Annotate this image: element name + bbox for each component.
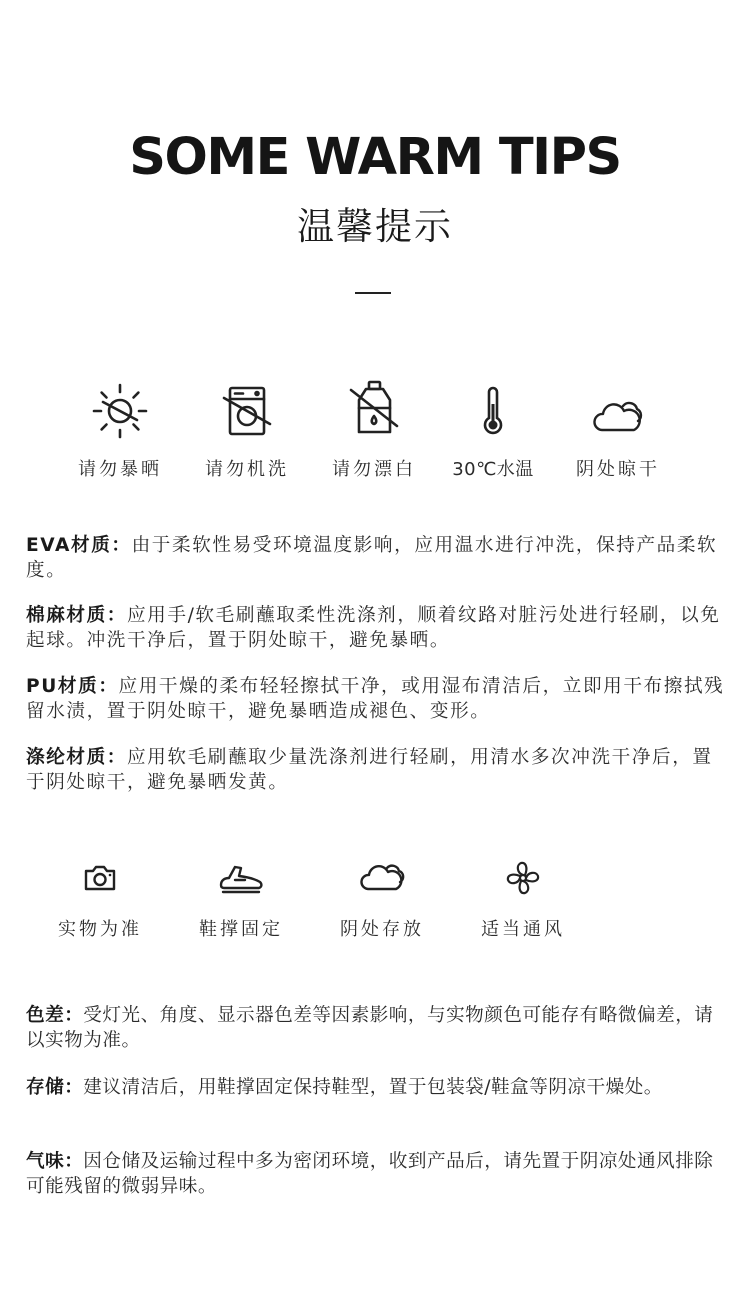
note-storage <box>26 1076 726 1101</box>
note-odor-text: 因仓储及运输过程中多为密闭环境，收到产品后，请先置于阴凉处通风排除可能残留的微弱异味。 <box>26 1151 714 1197</box>
storage-item-real-object <box>30 858 170 940</box>
no-sun-icon <box>87 378 153 444</box>
cloud-icon <box>358 856 406 898</box>
cloud-icon <box>588 386 648 446</box>
storage-item-ventilation <box>453 858 593 940</box>
note-color-difference-text: 受灯光、角度、显示器色差等因素影响，与实物颜色可能存有略微偏差，请以实物为准。 <box>26 1005 714 1051</box>
care-label-no-sun: 请勿暴晒 <box>78 459 162 480</box>
note-color-difference <box>26 1004 726 1053</box>
note-color-difference-label: 色差： <box>26 1005 84 1026</box>
shoe-tree-icon <box>217 858 265 898</box>
care-label-shade-dry: 阴处晾干 <box>576 459 660 480</box>
note-storage-text: 建议清洁后，用鞋撑固定保持鞋型，置于包装袋/鞋盒等阴凉干燥处。 <box>83 1077 663 1098</box>
no-machine-wash-icon <box>214 378 280 444</box>
material-cotton-linen <box>26 604 726 653</box>
material-cotton-linen-label: 棉麻材质： <box>26 605 127 626</box>
care-label-no-bleach: 请勿漂白 <box>332 459 416 480</box>
camera-icon <box>80 858 120 898</box>
storage-label-real-object: 实物为准 <box>58 919 142 940</box>
care-item-no-sun <box>50 378 190 480</box>
material-eva-label: EVA材质： <box>26 535 132 556</box>
care-item-no-machine-wash <box>177 378 317 480</box>
material-cotton-linen-text: 应用手/软毛刷蘸取柔性洗涤剂，顺着纹路对脏污处进行轻刷，以免起球。冲洗干净后，置于阴处晾干，避免暴晒。 <box>26 605 721 651</box>
storage-label-shade-store: 阴处存放 <box>340 919 424 940</box>
care-label-no-machine-wash: 请勿机洗 <box>205 459 289 480</box>
no-bleach-icon <box>341 376 407 442</box>
note-odor <box>26 1150 726 1199</box>
storage-label-ventilation: 适当通风 <box>481 919 565 940</box>
material-eva <box>26 534 726 583</box>
material-polyester-label: 涤纶材质： <box>26 747 127 768</box>
material-pu-text: 应用干燥的柔布轻轻擦拭干净，或用湿布清洁后，立即用干布擦拭残留水渍，置于阴处晾干，避免暴晒造成褪色、变形。 <box>26 676 725 722</box>
material-eva-text: 由于柔软性易受环境温度影响，应用温水进行冲洗，保持产品柔软度。 <box>26 535 718 581</box>
storage-label-shoe-tree: 鞋撑固定 <box>199 919 283 940</box>
care-item-shade-dry <box>548 386 688 480</box>
care-item-30c-water <box>423 382 563 480</box>
care-label-30c-water: 30℃水温 <box>452 459 534 480</box>
page-title-en: SOME WARM TIPS <box>129 128 621 187</box>
fan-icon <box>503 858 543 898</box>
title-divider <box>355 292 391 294</box>
page-title-cn: 温馨提示 <box>297 205 453 248</box>
storage-item-shoe-tree <box>171 858 311 940</box>
note-odor-label: 气味： <box>26 1151 84 1172</box>
note-storage-label: 存储： <box>26 1077 84 1098</box>
material-polyester <box>26 746 726 795</box>
thermometer-icon <box>463 382 523 442</box>
material-pu-label: PU材质： <box>26 676 119 697</box>
storage-item-shade-store <box>312 856 452 940</box>
material-pu <box>26 675 726 724</box>
material-polyester-text: 应用软毛刷蘸取少量洗涤剂进行轻刷，用清水多次冲洗干净后，置于阴处晾干，避免暴晒发黄。 <box>26 747 713 793</box>
